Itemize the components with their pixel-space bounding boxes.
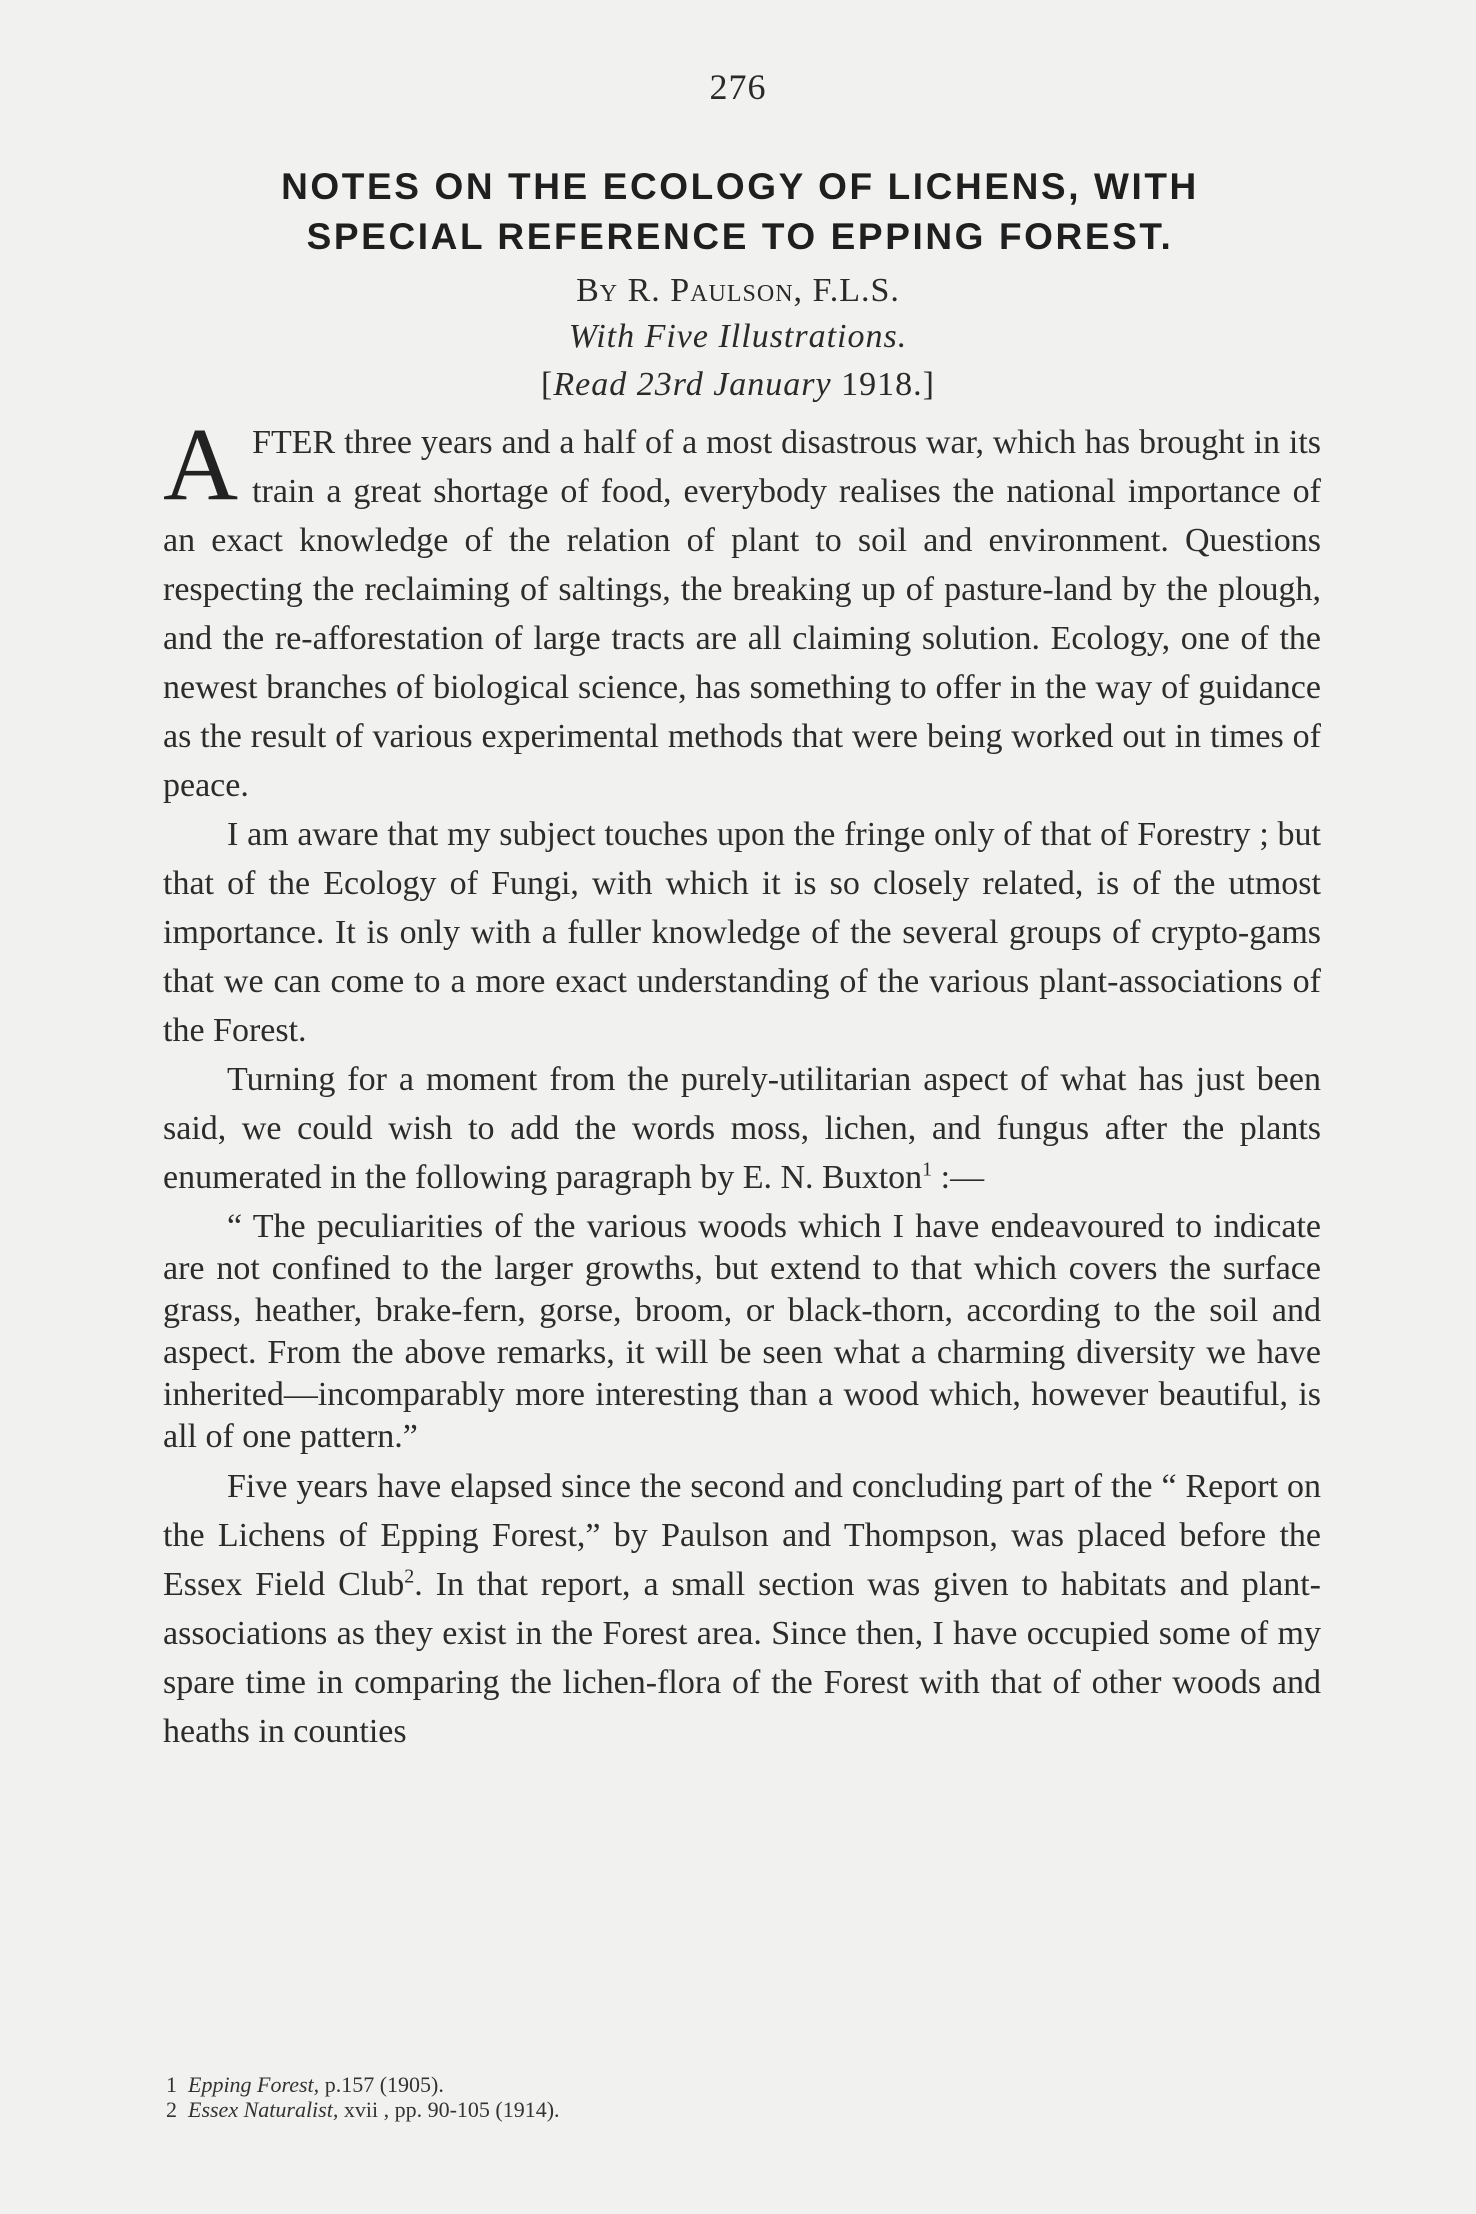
article-title: [150, 162, 1330, 262]
paragraph-3: [163, 1055, 1321, 1202]
page-number: 276: [709, 67, 767, 107]
read-date-note: [0, 366, 1476, 404]
footnote-1: [166, 2072, 1266, 2097]
paragraph-1-text: FTER three years and a half of a most disastrous war, which has brought in its train a great shortage of food, everybody realises the national importance of an exact knowledge of the relation of plant to soil and environment. Questions respecting the reclaiming of saltings, the breaking up of pasture-land by the plough, and the re-afforestation of large tracts are all claiming solution. Ecology, one of the newest branches of biological science, has something to offer in the way of guidance as the result of various experimental methods that were being worked out in times of peace.: [163, 424, 1321, 804]
block-quote: “ The peculiarities of the various woods which I have endeavoured to indicate are not confined to the larger growths, but extend to that which covers the surface grass, heather, brake-fern, gorse, broom, or black-thorn, according to the soil and aspect. From the above remarks, it will be seen what a charming diversity we have inherited—incomparably more interesting than a wood which, however beautiful, is all of one pattern.”: [163, 1208, 1321, 1455]
byline-by: By: [576, 272, 619, 309]
paragraph-3-tail: :—: [932, 1159, 985, 1196]
read-note-label: Read: [553, 366, 628, 403]
footnote-ref-2: 2: [404, 1565, 415, 1588]
article-body: [163, 407, 1321, 1756]
paragraph-4-tail: . In that report, a small section was given to habitats and plant-associations as they exist in the Forest area. Since then, I have occupied some of my spare time in comparing the lichen-flora of the Forest with that of other woods and heaths in counties: [163, 1566, 1321, 1750]
footnote-1-source: Epping Forest,: [188, 2072, 320, 2097]
read-note-date: 23rd January: [636, 366, 832, 403]
title-line-2: SPECIAL REFERENCE TO EPPING FOREST.: [306, 216, 1174, 257]
paragraph-4: [163, 1462, 1321, 1756]
footnote-1-rest: p.157 (1905).: [319, 2072, 444, 2097]
paragraph-3-text: Turning for a moment from the purely-utilitarian aspect of what has just been said, we could wish to add the words moss, lichen, and fungus after the plants enumerated in the following paragraph by E. N. Buxton: [163, 1061, 1321, 1196]
illustrations-note: With Five Illustrations.: [568, 318, 908, 355]
title-line-1: NOTES ON THE ECOLOGY OF LICHENS, WITH: [281, 166, 1199, 207]
read-note-year: 1918.]: [841, 366, 935, 403]
author-name: R. Paulson, F.L.S.: [627, 272, 900, 309]
read-note-bracket: [: [541, 366, 554, 403]
footnote-2: [166, 2097, 1266, 2122]
paragraph-1: [163, 407, 1321, 810]
footnote-ref-1: 1: [922, 1158, 933, 1181]
paragraph-2: I am aware that my subject touches upon the fringe only of that of Forestry ; but that of the Ecology of Fungi, with which it is so closely related, is of the utmost importance. It is only with a fuller knowledge of the several groups of crypto-gams that we can come to a more exact understanding of the various plant-associations of the Forest.: [163, 816, 1321, 1049]
footnotes: [166, 2072, 1266, 2122]
footnote-1-num: 1: [166, 2072, 177, 2097]
footnote-2-source: Essex Naturalist,: [188, 2097, 339, 2122]
paragraph-4-text: Five years have elapsed since the second and concluding part of the “ Report on the Lichens of Epping Forest,” by Paulson and Thompson, was placed before the Essex Field Club: [163, 1468, 1321, 1603]
drop-cap: A: [163, 407, 239, 522]
footnote-2-num: 2: [166, 2097, 177, 2122]
footnote-2-rest: xvii , pp. 90-105 (1914).: [338, 2097, 560, 2122]
author-byline: [0, 272, 1476, 310]
